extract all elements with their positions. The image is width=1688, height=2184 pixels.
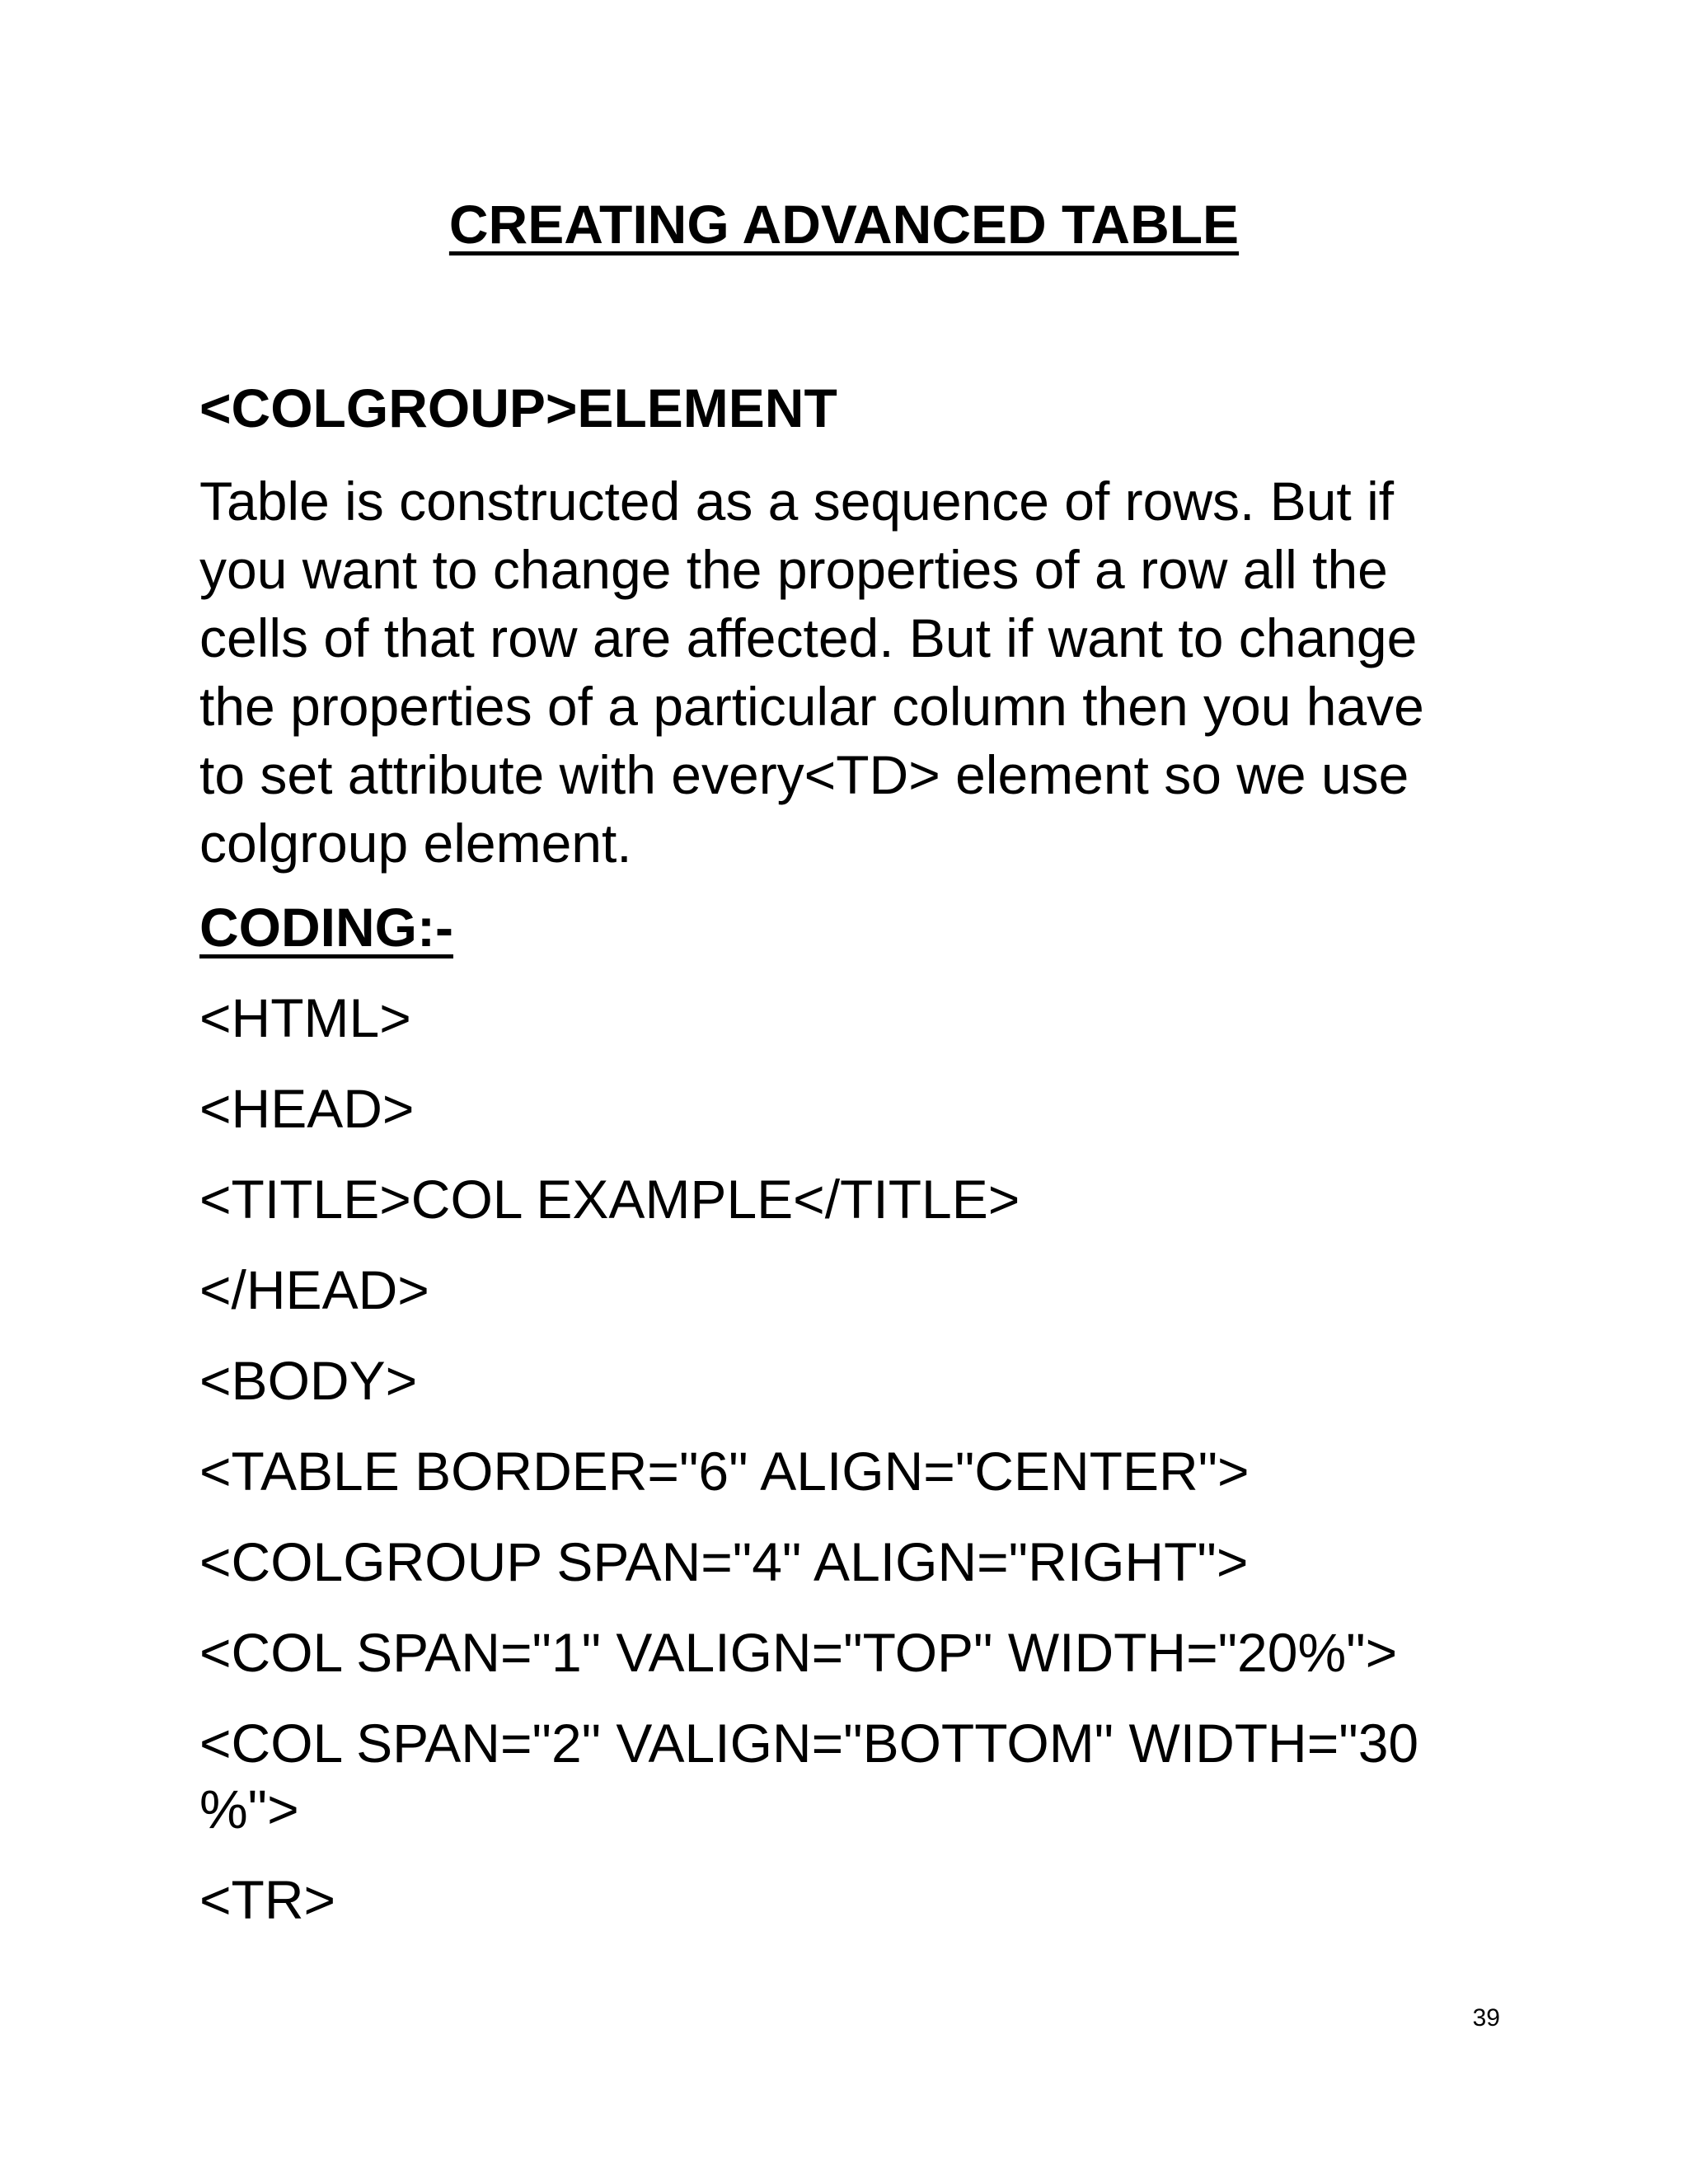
code-line: <TABLE BORDER="6" ALIGN="CENTER"> [199,1441,1250,1502]
paragraph-line: colgroup element. [199,813,632,874]
paragraph-line: you want to change the properties of a row all the [199,539,1388,600]
intro-paragraph [199,467,1485,878]
page-number: 39 [1472,2004,1500,2032]
page-title-text: CREATING ADVANCED TABLE [448,194,1240,255]
section-heading: <COLGROUP>ELEMENT [199,377,837,438]
code-line: <COLGROUP SPAN="4" ALIGN="RIGHT"> [199,1531,1249,1592]
paragraph-line: to set attribute with every<TD> element so we use [199,744,1409,805]
code-line: <HTML> [199,987,411,1048]
paragraph-line: cells of that row are affected. But if want to change [199,607,1418,668]
code-line: <COL SPAN="1" VALIGN="TOP" WIDTH="20%"> [199,1622,1398,1683]
page-title [0,191,1688,257]
code-line: <COL SPAN="2" VALIGN="BOTTOM" WIDTH="30 [199,1713,1419,1774]
code-line: %"> [199,1779,299,1840]
code-line: <HEAD> [199,1078,415,1139]
paragraph-line: the properties of a particular column then you have [199,676,1424,737]
code-line: <BODY> [199,1350,418,1411]
code-line: <TITLE>COL EXAMPLE</TITLE> [199,1169,1020,1230]
code-line: <TR> [199,1869,336,1930]
code-line: </HEAD> [199,1259,429,1320]
paragraph-line: Table is constructed as a sequence of rows. But if [199,471,1395,532]
coding-heading: CODING:- [199,897,453,958]
